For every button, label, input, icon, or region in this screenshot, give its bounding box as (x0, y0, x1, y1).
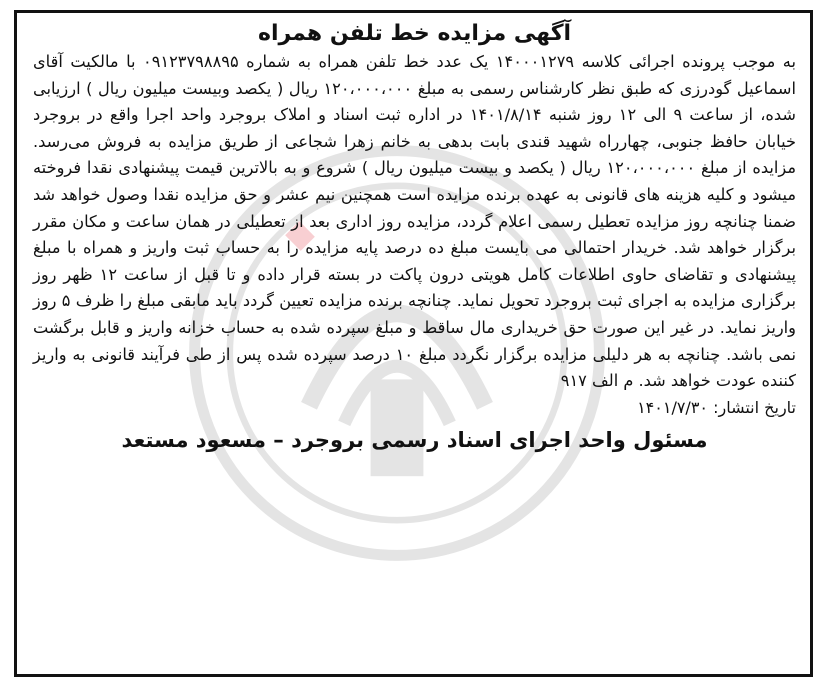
publish-date: تاریخ انتشار: ۱۴۰۱/۷/۳۰ (637, 397, 796, 417)
notice-frame (14, 10, 813, 677)
notice-title: آگهی مزایده خط تلفن همراه (257, 21, 572, 46)
notice-body: به موجب پرونده اجرائی کلاسه ۱۴۰۰۰۱۲۷۹ یک عدد خط تلفن همراه به شماره ۰۹۱۲۳۷۹۸۸۹۵ با مالکیت آقای اسماعیل گودرزی که طبق نظر کارشناس رسمی به مبلغ ۱۲۰،۰۰۰،۰۰۰ ریال ( یکصد وبیست میلیون ریال ) ارزیابی شده، از ساعت ۹ الی ۱۲ روز شنبه ۱۴۰۱/۸/۱۴ در اداره ثبت اسناد و املاک بروجرد واحد اجرا واقع در بروجرد خیابان حافظ جنوبی، چهارراه شهید قندی بابت بدهی به خانم زهرا شجاعی از طریق مزایده به فروش می‌رسد. مزایده از مبلغ ۱۲۰،۰۰۰،۰۰۰ ریال ( یکصد و بیست میلیون ریال ) شروع و به بالاترین قیمت پیشنهادی نقدا فروخته میشود و کلیه هزینه های قانونی به عهده برنده مزایده است همچنین نیم عشر و حق مزایده نقدا وصول خواهد شد ضمنا چنانچه روز مزایده تعطیل رسمی اعلام گردد، مزایده روز اداری بعد از تعطیلی در همان ساعت و مکان مقرر برگزار خواهد شد. خریدار احتمالی می بایست مبلغ ده درصد پایه مزایده را به حساب ثبت واریز و همراه با مبلغ پیشنهادی و تقاضای حاوی اطلاعات کامل هویتی درون پاکت در بسته قرار داده و تا قبل از ساعت ۱۲ ظهر روز برگزاری مزایده به اجرای ثبت بروجرد تحویل نماید. چنانچه برنده مزایده تعیین گردد باید مابقی مبلغ را ظرف ۵ روز واریز نماید. در غیر این صورت حق خریداری مال ساقط و مبلغ سپرده شده به حساب خزانه واریز و قابل برگشت نمی باشد. چنانچه به هر دلیلی مزایده برگزار نگردد مبلغ ۱۰ درصد سپرده شده پس از طی فرآیند قانونی به واریز کننده عودت خواهد شد. م الف ۹۱۷ (33, 52, 797, 391)
signature-line: مسئول واحد اجرای اسناد رسمی بروجرد – مسعود مستعد (121, 427, 708, 452)
notice-content (33, 19, 796, 674)
